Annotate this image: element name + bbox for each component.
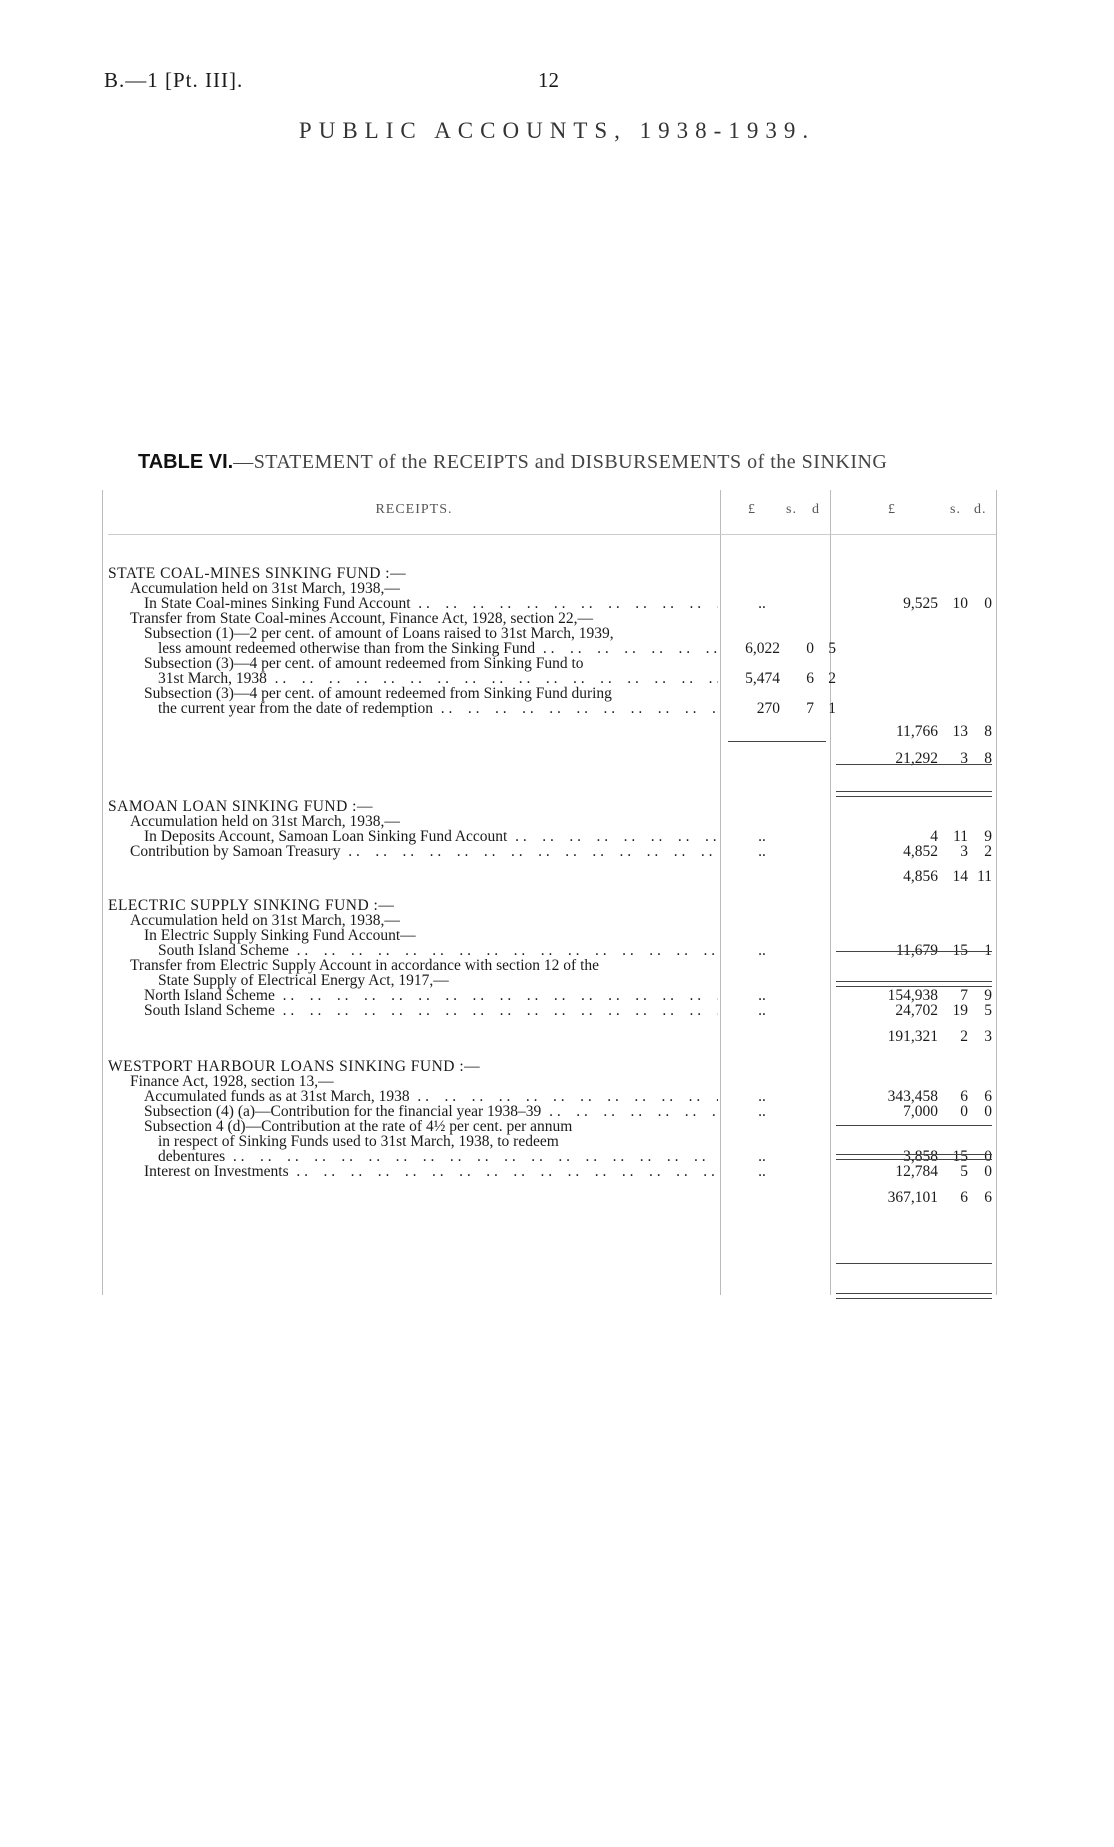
row-description: 31st March, 1938 . .	[108, 670, 718, 688]
column2-pence: 0	[984, 1163, 992, 1180]
column1-placeholder: ..	[758, 1088, 766, 1105]
row-description: Subsection (3)—4 per cent. of amount redeemed from Sinking Fund during	[144, 685, 612, 702]
column2-pounds: 21,292	[895, 750, 938, 767]
column2-pounds: 11,679	[895, 942, 938, 959]
column1-pence: 5	[828, 640, 836, 657]
row-description: Subsection 4 (d)—Contribution at the rate of 4½ per cent. per annum	[144, 1118, 573, 1135]
table-row	[108, 1163, 998, 1181]
column2-shillings: 7	[960, 987, 968, 1004]
row-description: less amount redeemed otherwise than from the Sinking Fund . .	[108, 640, 718, 658]
column2-pence: 11	[977, 868, 992, 885]
column1-shillings: 6	[806, 670, 814, 687]
receipts-table	[108, 490, 998, 1295]
column2-pounds: 191,321	[887, 1028, 938, 1045]
row-description: in respect of Sinking Funds used to 31st March, 1938, to redeem	[158, 1133, 559, 1150]
column2-pounds: 154,938	[887, 987, 938, 1004]
column2-pence: 2	[984, 843, 992, 860]
table-row	[108, 1002, 998, 1020]
table-caption	[138, 451, 887, 474]
column2-pounds: 7,000	[903, 1103, 938, 1120]
column2-shillings: 11	[953, 828, 968, 845]
column1-pence: 2	[828, 670, 836, 687]
table-row	[108, 1028, 998, 1046]
column2-pence: 8	[984, 750, 992, 767]
receipts-column-header: RECEIPTS.	[375, 502, 453, 517]
column2-pounds: 12,784	[895, 1163, 938, 1180]
column2-pounds: 11,766	[895, 723, 938, 740]
column2-pounds: 343,458	[887, 1088, 938, 1105]
row-description: State Supply of Electrical Energy Act, 1917,—	[158, 972, 449, 989]
row-description: Finance Act, 1928, section 13,—	[130, 1073, 334, 1090]
table-row	[108, 700, 998, 718]
column2-pounds: 4,852	[903, 843, 938, 860]
column1-placeholder: ..	[758, 1148, 766, 1165]
column1-placeholder: ..	[758, 987, 766, 1004]
column2-pence: 6	[984, 1189, 992, 1206]
shillings-header-1: s.	[786, 502, 797, 517]
section-title: STATE COAL-MINES SINKING FUND :—	[108, 565, 407, 582]
pounds-header-1: £	[748, 502, 756, 517]
document-reference: B.—1 [Pt. III].	[104, 68, 244, 92]
row-description: South Island Scheme . .	[108, 942, 718, 960]
column2-pence: 0	[984, 1148, 992, 1165]
table-row	[108, 750, 998, 768]
column1-placeholder: ..	[758, 843, 766, 860]
table-label: TABLE VI.	[138, 451, 234, 473]
column2-pounds: 9,525	[903, 595, 938, 612]
column2-pence: 9	[984, 987, 992, 1004]
section-title: ELECTRIC SUPPLY SINKING FUND :—	[108, 897, 395, 914]
column2-shillings: 5	[960, 1163, 968, 1180]
row-description: Accumulation held on 31st March, 1938,—	[130, 813, 400, 830]
column2-shillings: 3	[960, 843, 968, 860]
row-description: South Island Scheme . .	[108, 1002, 718, 1020]
row-description: Accumulation held on 31st March, 1938,—	[130, 580, 400, 597]
column2-pounds: 3,858	[903, 1148, 938, 1165]
column2-pence: 6	[984, 1088, 992, 1105]
row-description: the current year from the date of redemption . .	[108, 700, 718, 718]
column1-placeholder: ..	[758, 1002, 766, 1019]
table-row	[108, 1189, 998, 1207]
row-description: In State Coal-mines Sinking Fund Account . .	[108, 595, 718, 613]
page-heading: PUBLIC ACCOUNTS, 1938-1939.	[298, 118, 816, 143]
column2-pence: 5	[984, 1002, 992, 1019]
column2-shillings: 3	[960, 750, 968, 767]
column2-pence: 8	[984, 723, 992, 740]
table-row	[108, 868, 998, 886]
column2-pounds: 4,856	[903, 868, 938, 885]
section-title: SAMOAN LOAN SINKING FUND :—	[108, 798, 373, 815]
row-description: Subsection (4) (a)—Contribution for the financial year 1938–39 . .	[108, 1103, 718, 1121]
pence-header-1: d	[812, 502, 820, 517]
column2-shillings: 13	[952, 723, 968, 740]
row-description: Subsection (3)—4 per cent. of amount redeemed from Sinking Fund to	[144, 655, 584, 672]
column2-shillings: 0	[960, 1103, 968, 1120]
column2-pounds: 24,702	[895, 1002, 938, 1019]
row-description: Accumulated funds as at 31st March, 1938 . .	[108, 1088, 718, 1106]
row-description: debentures . .	[108, 1148, 718, 1166]
column2-shillings: 6	[960, 1088, 968, 1105]
column2-pounds: 367,101	[887, 1189, 938, 1206]
pence-header-2: d.	[974, 502, 987, 517]
column2-shillings: 19	[952, 1002, 968, 1019]
table-row	[108, 843, 998, 861]
column2-pence: 0	[984, 595, 992, 612]
page-number: 12	[538, 68, 559, 92]
column2-shillings: 2	[960, 1028, 968, 1045]
column2-pence: 3	[984, 1028, 992, 1045]
row-description: Transfer from State Coal-mines Account, Finance Act, 1928, section 22,—	[130, 610, 594, 627]
row-description: Contribution by Samoan Treasury . .	[108, 843, 718, 861]
column2-shillings: 10	[952, 595, 968, 612]
column1-shillings: 7	[806, 700, 814, 717]
column2-shillings: 15	[952, 942, 968, 959]
column2-pence: 1	[984, 942, 992, 959]
shillings-header-2: s.	[950, 502, 961, 517]
row-description: Transfer from Electric Supply Account in accordance with section 12 of the	[130, 957, 600, 974]
column2-pence: 0	[984, 1103, 992, 1120]
column1-pounds: 5,474	[745, 670, 780, 687]
column1-pounds: 6,022	[745, 640, 780, 657]
column1-placeholder: ..	[758, 828, 766, 845]
column1-placeholder: ..	[758, 595, 766, 612]
column1-shillings: 0	[806, 640, 814, 657]
column2-shillings: 6	[960, 1189, 968, 1206]
column2-pounds: 4	[930, 828, 938, 845]
column1-placeholder: ..	[758, 1163, 766, 1180]
row-description: In Electric Supply Sinking Fund Account—	[144, 927, 416, 944]
row-description: Accumulation held on 31st March, 1938,—	[130, 912, 400, 929]
row-description: North Island Scheme . .	[108, 987, 718, 1005]
row-description: Subsection (1)—2 per cent. of amount of Loans raised to 31st March, 1939,	[144, 625, 614, 642]
section-title: WESTPORT HARBOUR LOANS SINKING FUND :—	[108, 1058, 481, 1075]
column2-pence: 9	[984, 828, 992, 845]
column1-placeholder: ..	[758, 942, 766, 959]
table-row	[108, 723, 998, 741]
table-caption-text: —STATEMENT of the RECEIPTS and DISBURSEMENTS of the SINKING	[233, 451, 888, 473]
column1-placeholder: ..	[758, 1103, 766, 1120]
column1-pence: 1	[828, 700, 836, 717]
column2-shillings: 15	[952, 1148, 968, 1165]
column2-shillings: 14	[952, 868, 968, 885]
column1-pounds: 270	[756, 700, 780, 717]
row-description: In Deposits Account, Samoan Loan Sinking Fund Account . .	[108, 828, 718, 846]
pounds-header-2: £	[888, 502, 896, 517]
row-description: Interest on Investments . .	[108, 1163, 718, 1181]
